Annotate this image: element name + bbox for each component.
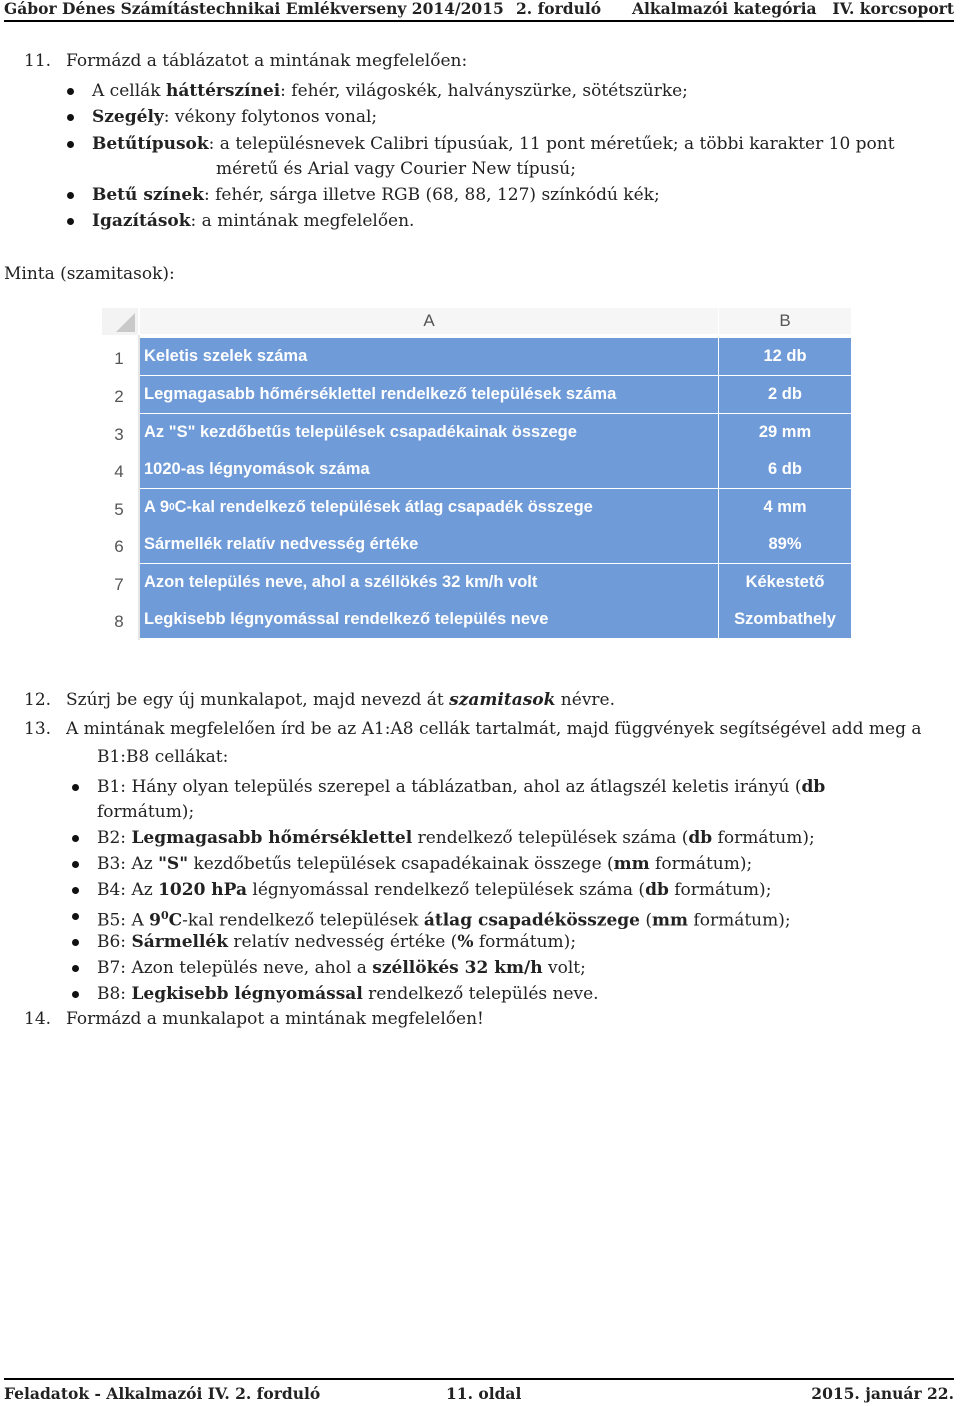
row-number: 5 — [114, 499, 124, 519]
cell-b8: Szombathely — [719, 601, 851, 638]
list-item: B5: A $9^0C$-kal rendelkező települések átlag csapadékösszege (mm formátum); — [97, 905, 791, 932]
list-item: Betűtípusok: a településnevek Calibri típusúak, 11 pont méretűek; a többi karakter 10 pont — [92, 133, 955, 155]
list-item: B3: Az "S" kezdőbetűs települések csapadékainak összege (mm formátum); — [97, 854, 753, 874]
row-number: 7 — [114, 574, 124, 594]
list-item: A cellák háttérszínei: fehér, világoskék, halványszürke, sötétszürke; — [92, 81, 688, 101]
row-number: 6 — [114, 536, 124, 556]
row-number: 8 — [114, 611, 124, 631]
cell-a1: Keletis szelek száma — [140, 338, 718, 375]
list-item: B8: Legkisebb légnyomással rendelkező település neve. — [97, 984, 599, 1004]
header-group: IV. korcsoport — [832, 0, 954, 18]
list-item: Betű színek: fehér, sárga illetve RGB (68, 88, 127) színkódú kék; — [92, 185, 660, 205]
cell-a2: Legmagasabb hőmérséklettel rendelkező települések száma — [140, 376, 718, 413]
task-number: 12. — [24, 690, 52, 710]
row-number: 1 — [114, 348, 124, 368]
task-number: 14. — [24, 1009, 52, 1029]
column-header-b: B — [719, 308, 851, 334]
row-number: 2 — [114, 386, 124, 406]
task-13-text: A mintának megfelelően írd be az A1:A8 cellák tartalmát, majd függvények segítségével add meg a — [66, 719, 922, 739]
cell-b2: 2 db — [719, 376, 851, 413]
task-14-text: Formázd a munkalapot a mintának megfelelően! — [66, 1009, 484, 1029]
list-item-continuation: formátum); — [97, 802, 195, 822]
select-all-corner — [102, 308, 138, 335]
footer-left: Feladatok - Alkalmazói IV. 2. forduló — [4, 1384, 321, 1403]
row-number: 4 — [114, 461, 124, 481]
cell-b5: 4 mm — [719, 489, 851, 526]
cell-b7: Kékestető — [719, 564, 851, 601]
list-item: Szegély: vékony folytonos vonal; — [92, 107, 378, 127]
cell-a8: Legkisebb légnyomással rendelkező település neve — [140, 601, 718, 638]
list-item-continuation: méretű és Arial vagy Courier New típusú; — [216, 159, 576, 179]
sample-label: Minta (szamitasok): — [4, 264, 175, 284]
list-item: B7: Azon település neve, ahol a széllökés 32 km/h volt; — [97, 958, 586, 978]
cell-b3: 29 mm — [719, 414, 851, 451]
header-category: Alkalmazói kategória — [632, 0, 817, 18]
footer-date: 2015. január 22. — [811, 1384, 954, 1403]
list-item: B4: Az 1020 hPa légnyomással rendelkező települések száma (db formátum); — [97, 880, 772, 900]
list-item: B6: Sármellék relatív nedvesség értéke (% formátum); — [97, 932, 577, 952]
page-footer — [4, 1378, 954, 1406]
cell-b4: 6 db — [719, 451, 851, 488]
select-all-icon — [102, 308, 138, 335]
spreadsheet-sample — [102, 308, 850, 640]
cell-a7: Azon település neve, ahol a széllökés 32 km/h volt — [140, 564, 718, 601]
task-13-continuation: B1:B8 cellákat: — [97, 747, 229, 767]
cell-a3: Az "S" kezdőbetűs települések csapadékainak összege — [140, 414, 718, 451]
page-header — [4, 0, 954, 22]
header-competition: Gábor Dénes Számítástechnikai Emlékverseny 2014/2015 — [4, 0, 504, 18]
list-item: B2: Legmagasabb hőmérséklettel rendelkező települések száma (db formátum); — [97, 828, 815, 848]
column-header-a: A — [140, 308, 718, 334]
cell-b1: 12 db — [719, 338, 851, 375]
row-number: 3 — [114, 424, 124, 444]
list-item: B1: Hány olyan település szerepel a táblázatban, ahol az átlagszél keletis irányú (db — [97, 777, 826, 797]
list-item: Igazítások: a mintának megfelelően. — [92, 211, 415, 231]
cell-b6: 89% — [719, 526, 851, 563]
task-number: 13. — [24, 719, 52, 739]
cell-a6: Sármellék relatív nedvesség értéke — [140, 526, 718, 563]
task-text: Formázd a táblázatot a mintának megfelelően: — [66, 51, 468, 71]
task-12-text: Szúrj be egy új munkalapot, majd nevezd át szamitasok névre. — [66, 690, 616, 710]
cell-a4: 1020-as légnyomások száma — [140, 451, 718, 488]
task-number: 11. — [24, 51, 52, 71]
header-round: 2. forduló — [516, 0, 602, 18]
cell-a5: A 9 0 C-kal rendelkező települések átlag csapadék összege — [140, 489, 718, 526]
footer-page: 11. oldal — [446, 1384, 522, 1403]
